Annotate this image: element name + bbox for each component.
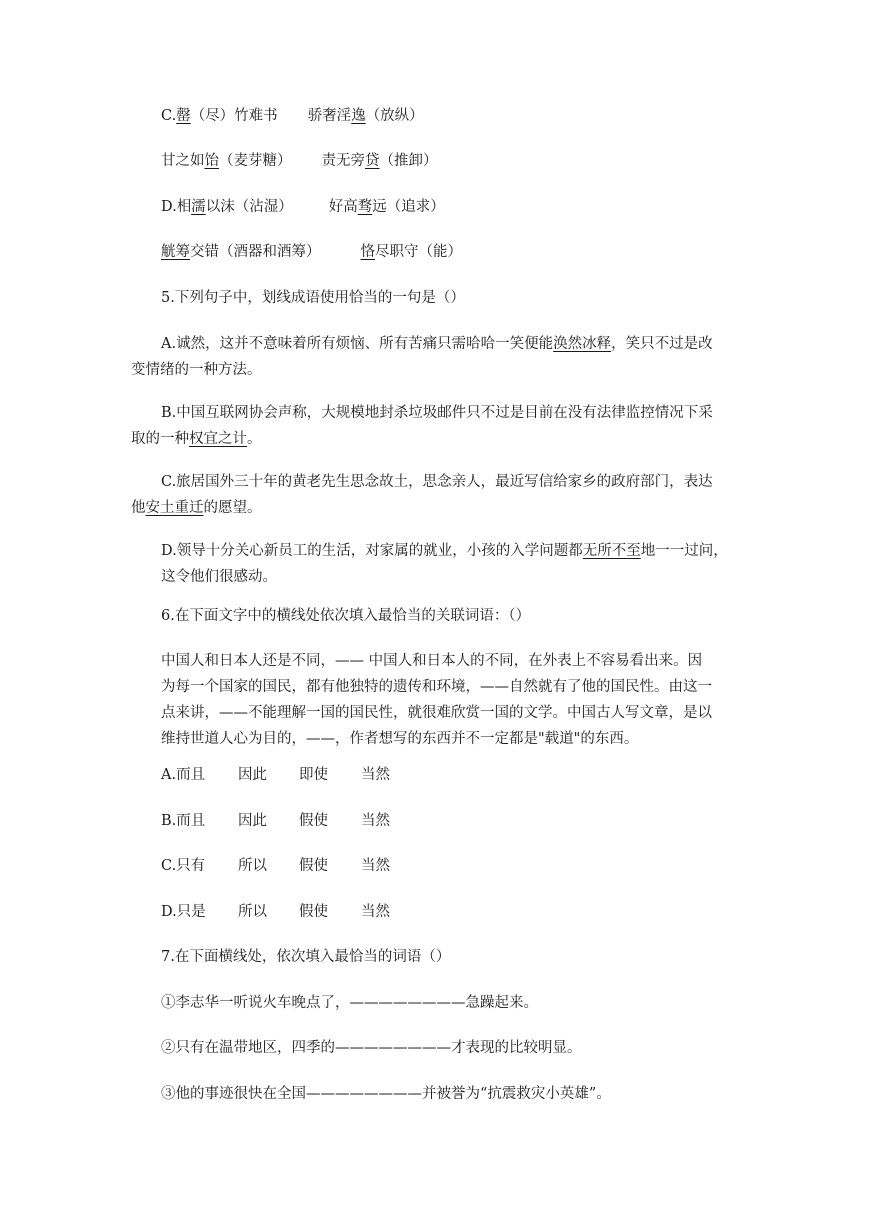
- option-word: 当然: [361, 904, 390, 920]
- gloss: 远（追求）: [372, 199, 445, 215]
- option-text: 地一一过问，: [640, 543, 728, 559]
- option-word: 所以: [238, 858, 267, 874]
- q6-option-a: [161, 764, 390, 786]
- q4-option-c-line2: [161, 150, 438, 172]
- q6-passage: [161, 648, 761, 752]
- q7-item-1: ①李志华一听说火车晚点了，————————急躁起来。: [161, 995, 538, 1011]
- option-label: B.而且: [161, 813, 206, 829]
- option-label: D.只是: [161, 904, 206, 920]
- option-word: 所以: [238, 904, 267, 920]
- option-label: D.相: [161, 199, 192, 215]
- option-label: C.只有: [161, 858, 206, 874]
- option-text: 他: [131, 500, 146, 516]
- q6-option-c: [161, 855, 390, 877]
- word-text: 好高: [328, 199, 358, 215]
- gloss: 以沫（沾湿）: [205, 199, 293, 215]
- option-text: 。: [247, 431, 262, 447]
- option-word: 因此: [238, 767, 267, 783]
- option-label: A.而且: [161, 767, 206, 783]
- underlined-char: 贷: [365, 153, 380, 169]
- underlined-char: 濡: [191, 199, 206, 215]
- underlined-idiom: 无所不至: [582, 543, 641, 559]
- option-word: 假使: [299, 904, 328, 920]
- option-text: B.中国互联网协会声称，大规模地封杀垃圾邮件只不过是目前在没有法律监控情况下采: [161, 405, 713, 421]
- q5-option-a: [131, 331, 781, 383]
- q4-option-c-line1: [161, 105, 424, 127]
- word-text: 甘之如: [161, 153, 205, 169]
- option-text: 变情绪的一种方法。: [131, 362, 262, 378]
- option-text: A.诚然，这并不意味着所有烦恼、所有苦痛只需哈哈一笑便能: [161, 336, 554, 352]
- underlined-idiom: 权宜之计: [189, 431, 247, 447]
- underlined-char: 逸: [351, 108, 366, 124]
- word-text: 骄奢淫: [307, 108, 352, 124]
- option-label: C.: [161, 108, 177, 124]
- q7-item-2: ②只有在温带地区，四季的————————才表现的比较明显。: [161, 1040, 582, 1056]
- option-text: D.领导十分关心新员工的生活，对家属的就业，小孩的入学问题都: [161, 543, 583, 559]
- underlined-char: 恪: [360, 244, 375, 260]
- q6-option-d: [161, 901, 390, 923]
- underlined-char: 罄: [176, 108, 191, 124]
- q7-stem: 7.在下面横线处，依次填入最恰当的词语（）: [161, 949, 451, 965]
- underlined-word: 觥筹: [161, 244, 190, 260]
- option-text: 取的一种: [131, 431, 189, 447]
- q6-option-b: [161, 810, 390, 832]
- gloss: （推卸）: [379, 153, 438, 169]
- option-word: 假使: [299, 813, 328, 829]
- passage-line: 为每一个国家的国民，都有他独特的遗传和环境，——自然就有了他的国民性。由这一: [161, 679, 712, 695]
- q4-option-d-line2: [161, 241, 462, 263]
- option-text: 这令他们很感动。: [161, 569, 277, 585]
- option-word: 当然: [361, 813, 390, 829]
- underlined-idiom: 涣然冰释: [553, 336, 612, 352]
- passage-line: 点来讲，——不能理解一国的国民性，就很难欣赏一国的文学。中国古人写文章，是以: [161, 705, 712, 721]
- option-text: C.旅居国外三十年的黄老先生思念故土，思念亲人，最近写信给家乡的政府部门，表达: [161, 474, 713, 490]
- q5-option-c: [131, 469, 781, 521]
- gloss: （放纵）: [365, 108, 424, 124]
- passage-line: 维持世道人心为目的，——，作者想写的东西并不一定都是"载道"的东西。: [161, 731, 639, 747]
- q5-stem: 5.下列句子中，划线成语使用恰当的一句是（）: [161, 290, 465, 306]
- q6-stem: 6.在下面文字中的横线处依次填入最恰当的关联词语：（）: [161, 608, 531, 624]
- underlined-idiom: 安土重迁: [145, 500, 204, 516]
- q5-option-b: [131, 400, 781, 452]
- option-word: 当然: [361, 767, 390, 783]
- gloss: 尽职守（能）: [375, 244, 462, 260]
- word-text: 责无旁: [321, 153, 365, 169]
- underlined-char: 骛: [357, 199, 373, 215]
- passage-line: 中国人和日本人还是不同，—— 中国人和日本人的不同，在外表上不容易看出来。因: [161, 653, 703, 669]
- q5-option-d: [131, 538, 781, 590]
- gloss: （尽）竹难书: [190, 108, 278, 124]
- option-word: 即使: [299, 767, 328, 783]
- q4-option-d-line1: [161, 196, 445, 218]
- option-text: ，笑只不过是改: [611, 336, 713, 352]
- option-text: 的愿望。: [203, 500, 262, 516]
- q7-item-3: ③他的事迹很快在全国————————并被誉为“抗震救灾小英雄”。: [161, 1086, 611, 1102]
- option-word: 当然: [361, 858, 390, 874]
- option-word: 假使: [299, 858, 328, 874]
- gloss: 交错（酒器和酒筹）: [190, 244, 321, 260]
- gloss: （麦芽糖）: [219, 153, 292, 169]
- option-word: 因此: [238, 813, 267, 829]
- underlined-char: 饴: [204, 153, 219, 169]
